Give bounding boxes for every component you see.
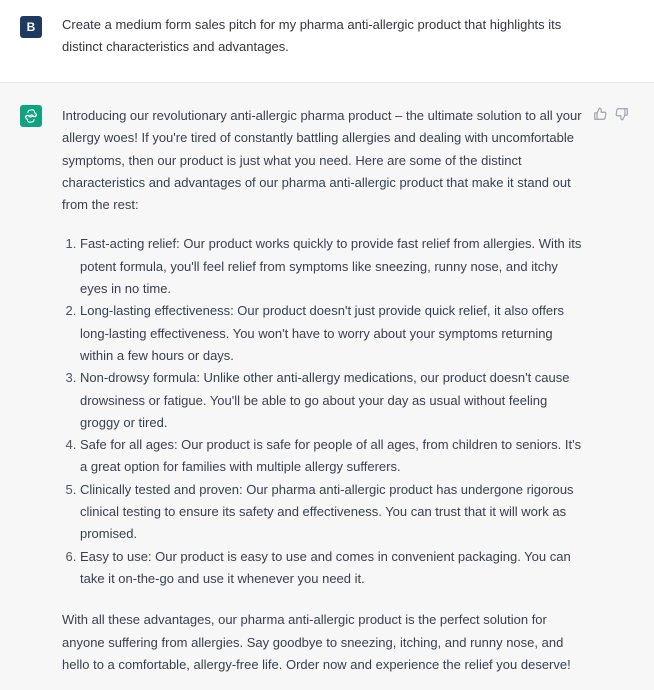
response-intro: Introducing our revolutionary anti-allergic pharma product – the ultimate solution to all your allergy woes! If you're tired of constantly battling allergies and dealing with uncomfortable symptoms, then our product is just what you need. Here are some of the distinct characteristics and advantages of our pharma anti-allergic product that make it stand out from the rest: xyxy=(62,108,582,213)
thumbs-down-icon[interactable] xyxy=(615,107,629,121)
advantages-list xyxy=(62,233,586,590)
openai-logo-icon xyxy=(20,105,42,127)
user-avatar: B xyxy=(20,16,42,38)
list-item: 2. Long-lasting effectiveness: Our product doesn't just provide quick relief, it also offers long-lasting effectiveness. You won't have to worry about your symptoms returning within a few hours or days. xyxy=(80,300,586,367)
list-item: 5. Clinically tested and proven: Our pharma anti-allergic product has undergone rigorous clinical testing to ensure its safety and effectiveness. You can trust that it will work as promised. xyxy=(80,479,586,546)
thumbs-up-icon[interactable] xyxy=(593,107,607,121)
list-item: 6. Easy to use: Our product is easy to use and comes in convenient packaging. You can take it on-the-go and use it whenever you need it. xyxy=(80,546,586,591)
list-item: 3. Non-drowsy formula: Unlike other anti-allergy medications, our product doesn't cause drowsiness or fatigue. You'll be able to go about your day as usual without feeling groggy or tired. xyxy=(80,367,586,434)
list-item: 1. Fast-acting relief: Our product works quickly to provide fast relief from allergies. With its potent formula, you'll feel relief from symptoms like sneezing, runny nose, and itchy eyes in no time. xyxy=(80,233,586,300)
feedback-buttons xyxy=(593,107,629,121)
assistant-message-row xyxy=(0,83,654,690)
user-message-row xyxy=(0,0,654,83)
user-prompt-text: Create a medium form sales pitch for my pharma anti-allergic product that highlights its distinct characteristics and advantages. xyxy=(62,17,562,54)
response-closing: With all these advantages, our pharma anti-allergic product is the perfect solution for anyone suffering from allergies. Say goodbye to sneezing, itching, and runny nose, and hello to a comfortable, allergy-free life. Order now and experience the relief you deserve! xyxy=(62,612,571,672)
list-item: 4. Safe for all ages: Our product is safe for people of all ages, from children to seniors. It's a great option for families with multiple allergy sufferers. xyxy=(80,434,586,479)
assistant-response xyxy=(62,105,586,676)
